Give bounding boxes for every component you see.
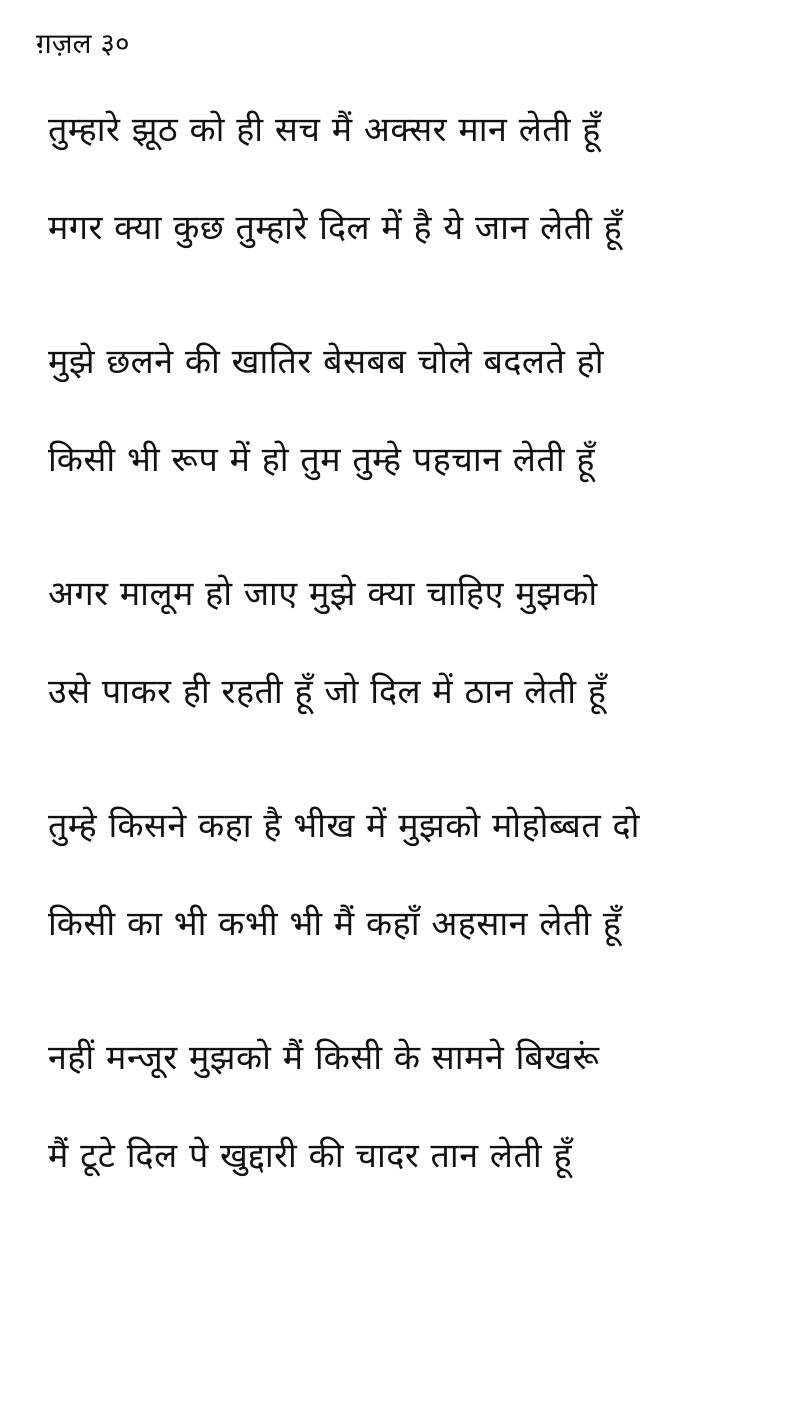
couplet-4-line-2: किसी का भी कभी भी मैं कहाँ अहसान लेती हूँ [48,904,622,944]
couplet-2-line-2: किसी भी रूप में हो तुम तुम्हे पहचान लेती हूँ [48,440,595,480]
couplet-5-line-2: मैं टूटे दिल पे खुद्दारी की चादर तान लेती हूँ [48,1136,573,1176]
couplet-3 [48,568,788,718]
couplet-4 [48,800,788,950]
poem-body [48,104,788,1264]
couplet-4-line-1: तुम्हे किसने कहा है भीख में मुझको मोहोब्बत दो [48,806,640,846]
couplet-5-line-1: नहीं मन्जूर मुझको मैं किसी के सामने बिखरूं [48,1038,600,1078]
couplet-1-line-1: तुम्हारे झूठ को ही सच मैं अक्सर मान लेती हूँ [48,110,601,150]
couplet-5 [48,1032,788,1182]
couplet-3-line-2: उसे पाकर ही रहती हूँ जो दिल में ठान लेती हूँ [48,672,607,712]
couplet-2-line-1: मुझे छलने की खातिर बेसबब चोले बदलते हो [48,342,605,382]
couplet-1 [48,104,788,254]
poem-title: ग़ज़ल ३० [36,27,130,60]
couplet-1-line-2: मगर क्या कुछ तुम्हारे दिल में है ये जान लेती हूँ [48,208,623,248]
couplet-3-line-1: अगर मालूम हो जाए मुझे क्या चाहिए मुझको [48,574,598,614]
couplet-2 [48,336,788,486]
